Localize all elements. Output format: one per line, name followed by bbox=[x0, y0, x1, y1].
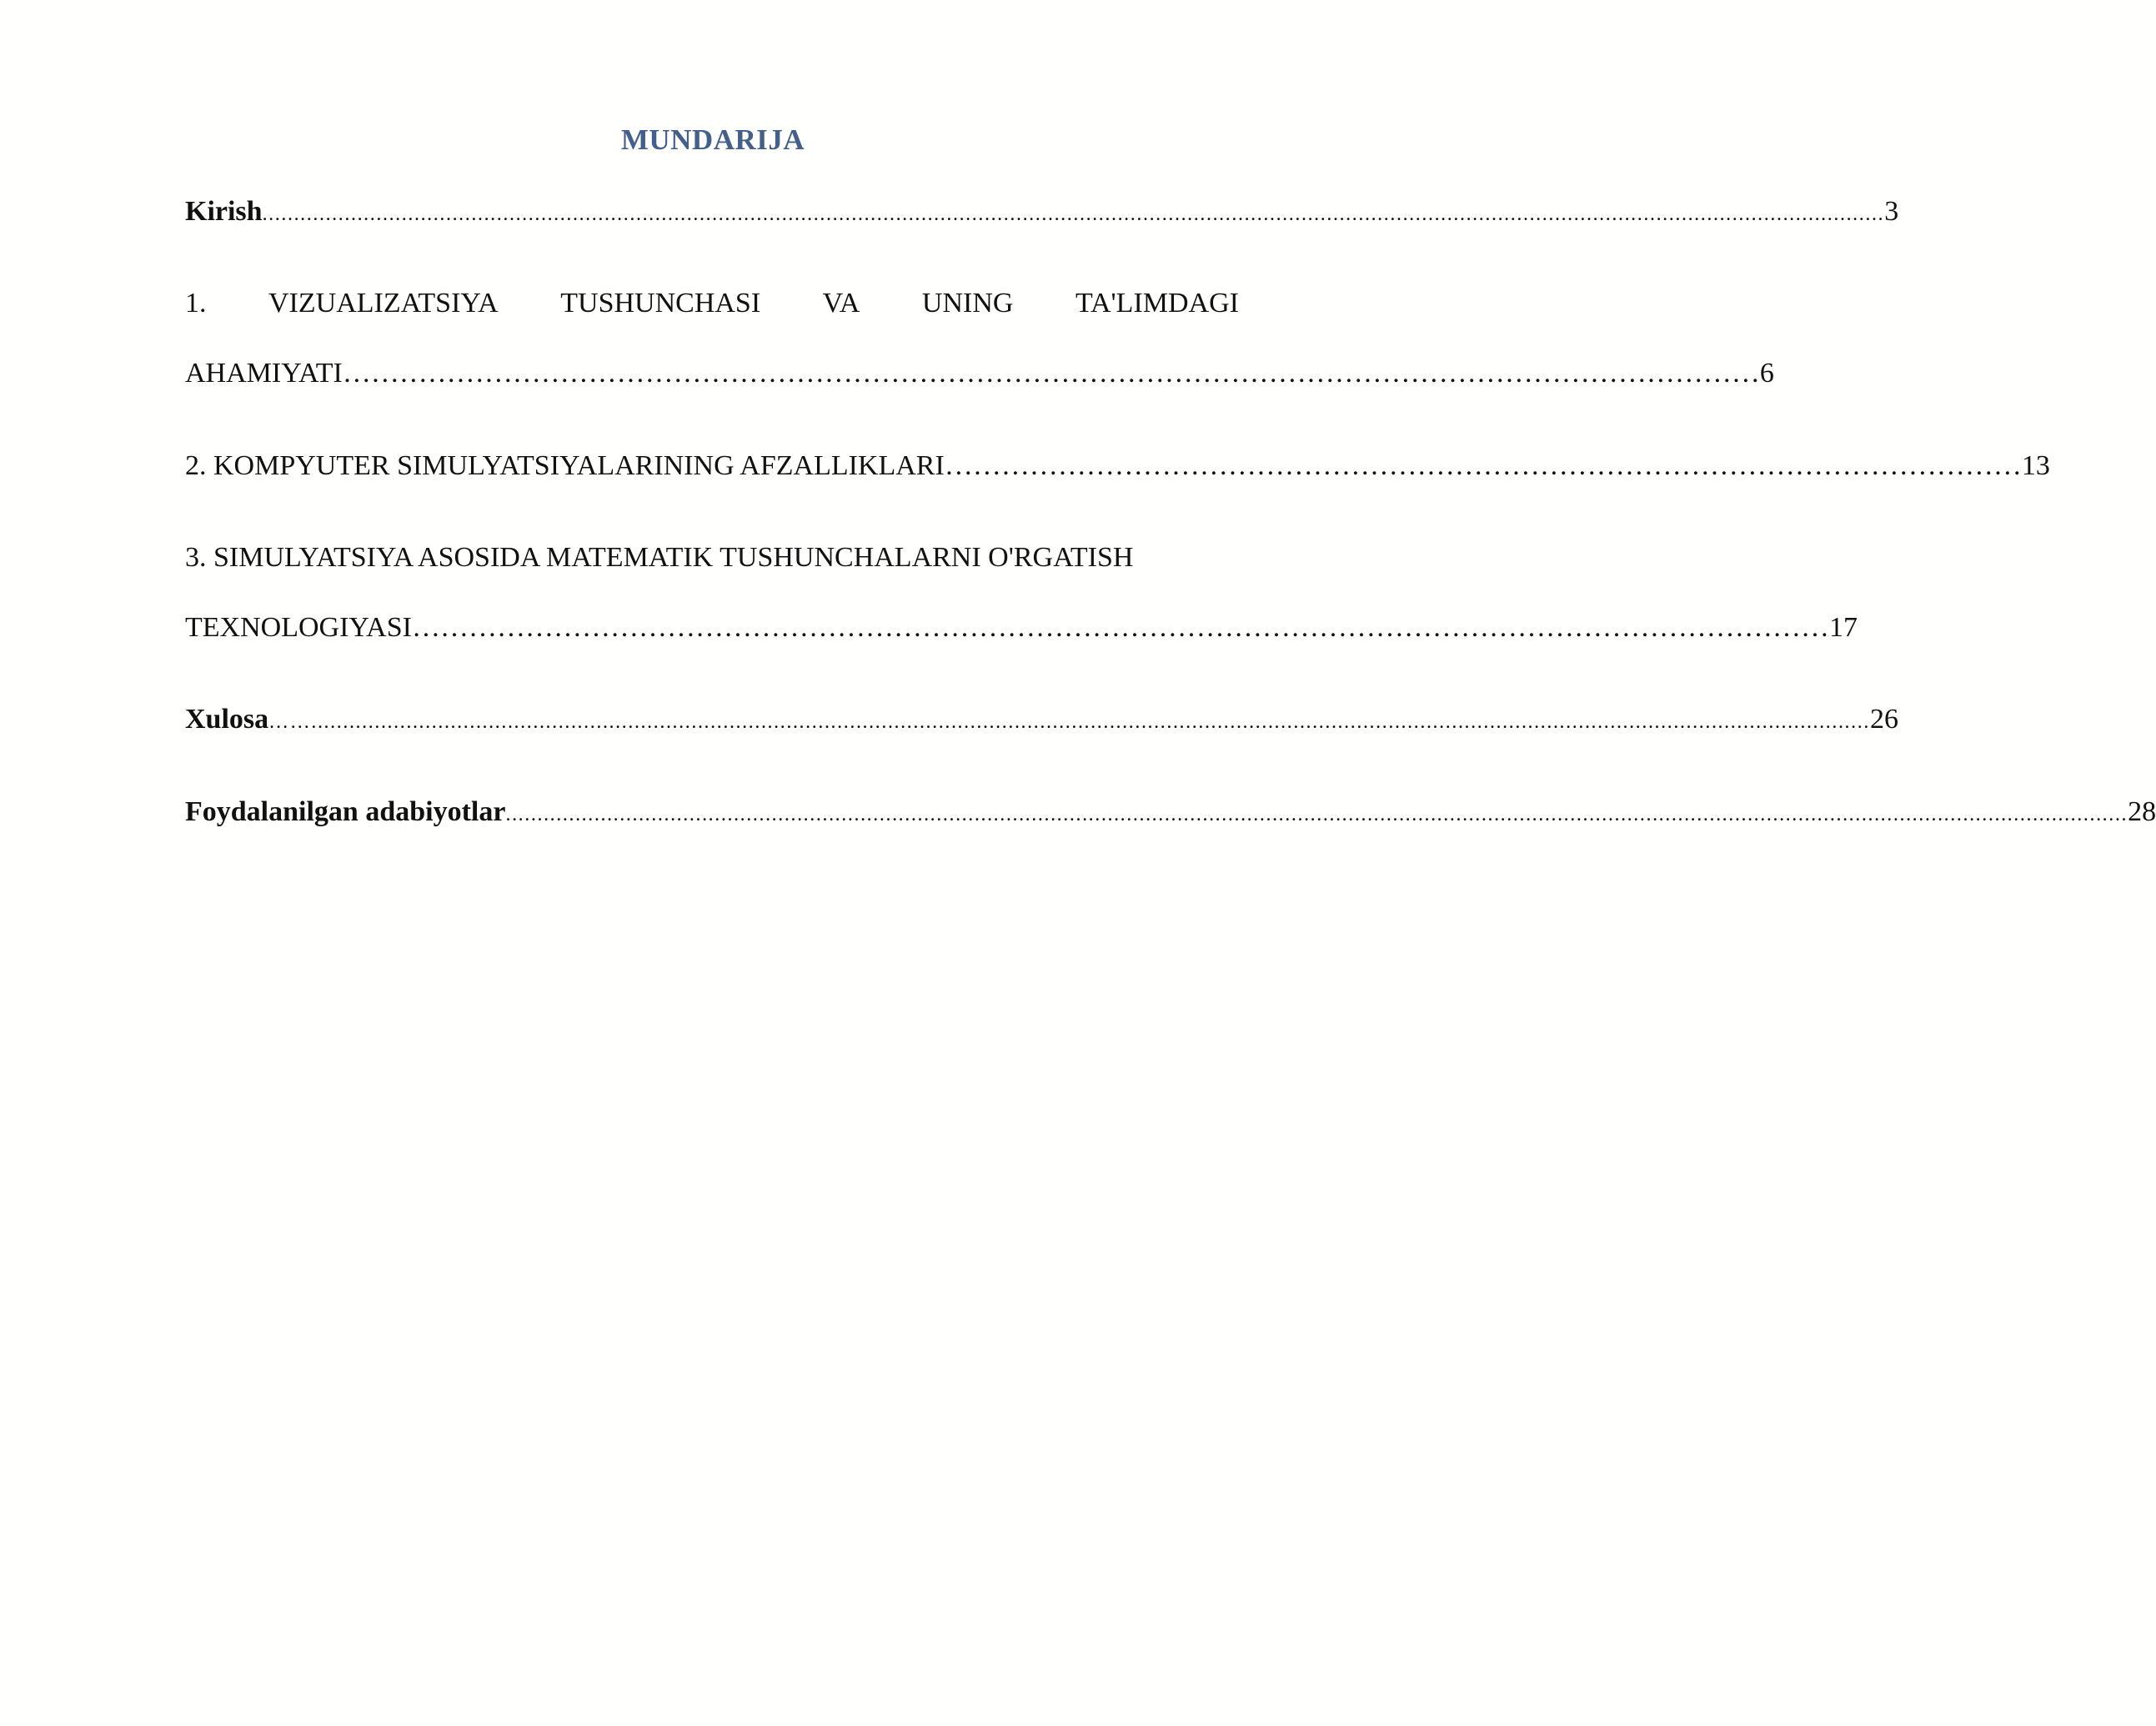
toc-entry-label: Xulosa bbox=[185, 704, 269, 735]
toc-entry-3-line1 bbox=[185, 539, 1239, 577]
toc-page-number: 13 bbox=[2021, 450, 2050, 481]
toc-page-number: 26 bbox=[1869, 704, 1898, 735]
toc-entry-word: VA bbox=[822, 288, 860, 319]
toc-entry-2 bbox=[185, 447, 2050, 485]
toc-entry-word: VIZUALIZATSIYA bbox=[268, 288, 499, 319]
toc-entry-3-line2 bbox=[185, 609, 1858, 647]
toc-entry-word: TUSHUNCHASI bbox=[560, 288, 761, 319]
toc-page-number: 28 bbox=[2128, 796, 2156, 827]
toc-entry-word: TA'LIMDAGI bbox=[1075, 288, 1239, 319]
toc-entry-1-line1 bbox=[185, 284, 1239, 323]
dot-leader: …………………………………………………………………………………………………………………………………… bbox=[411, 612, 1829, 643]
toc-entry-adabiyotlar bbox=[185, 793, 2156, 831]
dot-leader: …………………………………………………………………………………………………… bbox=[944, 450, 2022, 481]
toc-entry-word: 1. bbox=[185, 288, 207, 319]
toc-page-number: 17 bbox=[1828, 612, 1858, 643]
toc-entry-word: UNING bbox=[921, 288, 1014, 319]
toc-entry-label: 3. SIMULYATSIYA ASOSIDA MATEMATIK TUSHUNCHALARNI O'RGATISH bbox=[185, 542, 1134, 573]
dot-leader: ................................................................................................................................................................................................................................................................ bbox=[262, 203, 1885, 225]
toc-entry-label: Kirish bbox=[185, 196, 263, 227]
dot-leader: …………………………………………………………………………………………………………………………………… bbox=[342, 358, 1760, 389]
toc-entry-label: Foydalanilgan adabiyotlar bbox=[185, 796, 506, 827]
toc-title: MUNDARIJA bbox=[620, 123, 805, 156]
toc-page-number: 6 bbox=[1759, 358, 1774, 389]
toc-entry-xulosa bbox=[185, 700, 1898, 739]
toc-page-number: 3 bbox=[1884, 196, 1899, 227]
toc-entry-1-line2 bbox=[185, 354, 1774, 393]
toc-entry-label: TEXNOLOGIYASI bbox=[185, 612, 412, 643]
dot-leader: ................................................................................................................................................................................................................................................................ bbox=[505, 804, 2128, 825]
dot-leader: ……...................................................................................................................................................................................................................................................... bbox=[268, 711, 1870, 733]
toc-entry-label: 2. KOMPYUTER SIMULYATSIYALARINING AFZALLIKLARI bbox=[185, 450, 945, 481]
toc-entry-label: AHAMIYATI bbox=[185, 358, 343, 389]
toc-entry-kirish bbox=[185, 193, 1899, 231]
